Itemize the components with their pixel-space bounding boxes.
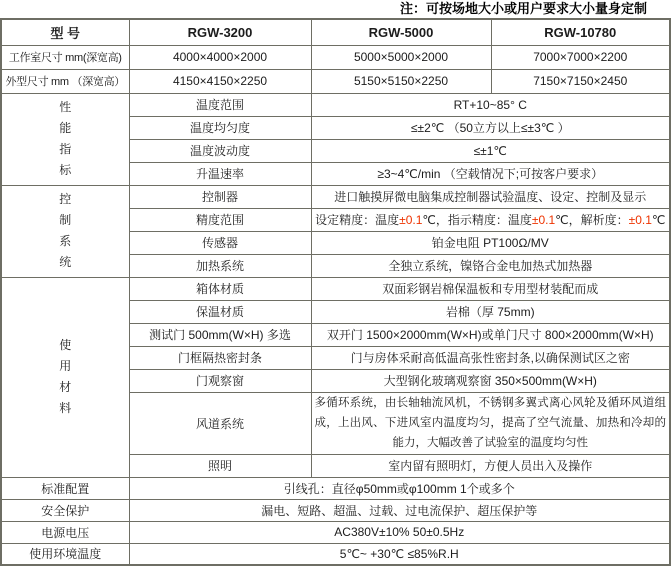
model-col-rgw-10780: RGW-10780 (491, 19, 670, 45)
table-header-row (1, 19, 670, 45)
test-door-label: 测试门 500mm(W×H) 多选 (129, 323, 311, 346)
heating-system-value: 全独立系统，镍铬合金电加热式加热器 (311, 254, 670, 277)
temperature-uniformity-label: 温度均匀度 (129, 116, 311, 139)
workspace-size-rgw-5000: 5000×5000×2000 (311, 45, 491, 69)
external-size-label: 外型尺寸 mm （深宽高） (1, 69, 129, 93)
temperature-fluctuation-value: ≤±1℃ (311, 139, 670, 162)
sensor-label: 传感器 (129, 231, 311, 254)
sensor-value: 铂金电阻 PT100Ω/MV (311, 231, 670, 254)
standard-configuration-value: 引线孔：直径φ50mm或φ100mm 1个或多个 (129, 477, 670, 499)
safety-protection-label: 安全保护 (1, 499, 129, 521)
row-controller (1, 185, 670, 208)
row-external-size (1, 69, 670, 93)
row-ambient-temperature (1, 543, 670, 565)
heating-system-label: 加热系统 (129, 254, 311, 277)
observation-window-label: 门观察窗 (129, 369, 311, 392)
power-supply-label: 电源电压 (1, 521, 129, 543)
door-seal-label: 门框隔热密封条 (129, 346, 311, 369)
temperature-range-value: RT+10~85° C (311, 93, 670, 116)
controller-value: 进口触摸屏微电脑集成控制器试验温度、设定、控制及显示 (311, 185, 670, 208)
external-size-rgw-3200: 4150×4150×2250 (129, 69, 311, 93)
external-size-rgw-10780: 7150×7150×2450 (491, 69, 670, 93)
top-note: 注：可按场地大小或用户要求大小量身定制 (399, 1, 647, 16)
heating-rate-value: ≥3~4℃/min （空载情况下;可按客户要求） (311, 162, 670, 185)
insulation-material-label: 保温材质 (129, 300, 311, 323)
workspace-size-rgw-3200: 4000×4000×2000 (129, 45, 311, 69)
row-cabinet-material (1, 277, 670, 300)
temperature-range-label: 温度范围 (129, 93, 311, 116)
temperature-fluctuation-label: 温度波动度 (129, 139, 311, 162)
accuracy-range-value: 设定精度：温度±0.1℃，指示精度：温度±0.1℃，解析度：±0.1℃ (311, 208, 670, 231)
ambient-temperature-label: 使用环境温度 (1, 543, 129, 565)
ambient-temperature-value: 5℃~ +30℃ ≤85%R.H (129, 543, 670, 565)
row-temperature-range (1, 93, 670, 116)
temperature-uniformity-value: ≤±2℃ （50立方以上≤±3℃ ） (311, 116, 670, 139)
workspace-size-label: 工作室尺寸 mm(深宽高) (1, 45, 129, 69)
insulation-material-value: 岩棉（厚 75mm) (311, 300, 670, 323)
external-size-rgw-5000: 5150×5150×2250 (311, 69, 491, 93)
row-power-supply (1, 521, 670, 543)
lighting-label: 照明 (129, 454, 311, 477)
door-seal-value: 门与房体采耐高低温高张性密封条,以确保测试区之密 (311, 346, 670, 369)
row-workspace-size (1, 45, 670, 69)
row-safety-protection (1, 499, 670, 521)
safety-protection-value: 漏电、短路、超温、过载、过电流保护、超压保护等 (129, 499, 670, 521)
row-standard-configuration (1, 477, 670, 499)
model-col-rgw-5000: RGW-5000 (311, 19, 491, 45)
power-supply-value: AC380V±10% 50±0.5Hz (129, 521, 670, 543)
section-label-materials: 使 用 材 料 (1, 277, 129, 477)
accuracy-range-label: 精度范围 (129, 208, 311, 231)
workspace-size-rgw-10780: 7000×7000×2200 (491, 45, 670, 69)
observation-window-value: 大型钢化玻璃观察窗 350×500mm(W×H) (311, 369, 670, 392)
section-label-performance: 性 能 指 标 (1, 93, 129, 185)
model-header-cell: 型 号 (1, 19, 129, 45)
cabinet-material-value: 双面彩钢岩棉保温板和专用型材装配而成 (311, 277, 670, 300)
standard-configuration-label: 标准配置 (1, 477, 129, 499)
section-label-control-system: 控 制 系 统 (1, 185, 129, 277)
model-col-rgw-3200: RGW-3200 (129, 19, 311, 45)
spec-table (0, 18, 671, 566)
lighting-value: 室内留有照明灯，方便人员出入及操作 (311, 454, 670, 477)
heating-rate-label: 升温速率 (129, 162, 311, 185)
air-duct-system-value: 多循环系统，由长轴轴流风机，不锈钢多翼式离心风轮及循环风道组成，上出风、下进风室内温度均匀，提高了空气流量、加热和冷却的能力，大幅改善了试验室的温度均匀性 (311, 392, 670, 454)
cabinet-material-label: 箱体材质 (129, 277, 311, 300)
air-duct-system-label: 风道系统 (129, 392, 311, 454)
test-door-value: 双开门 1500×2000mm(W×H)或单门尺寸 800×2000mm(W×H) (311, 323, 670, 346)
controller-label: 控制器 (129, 185, 311, 208)
